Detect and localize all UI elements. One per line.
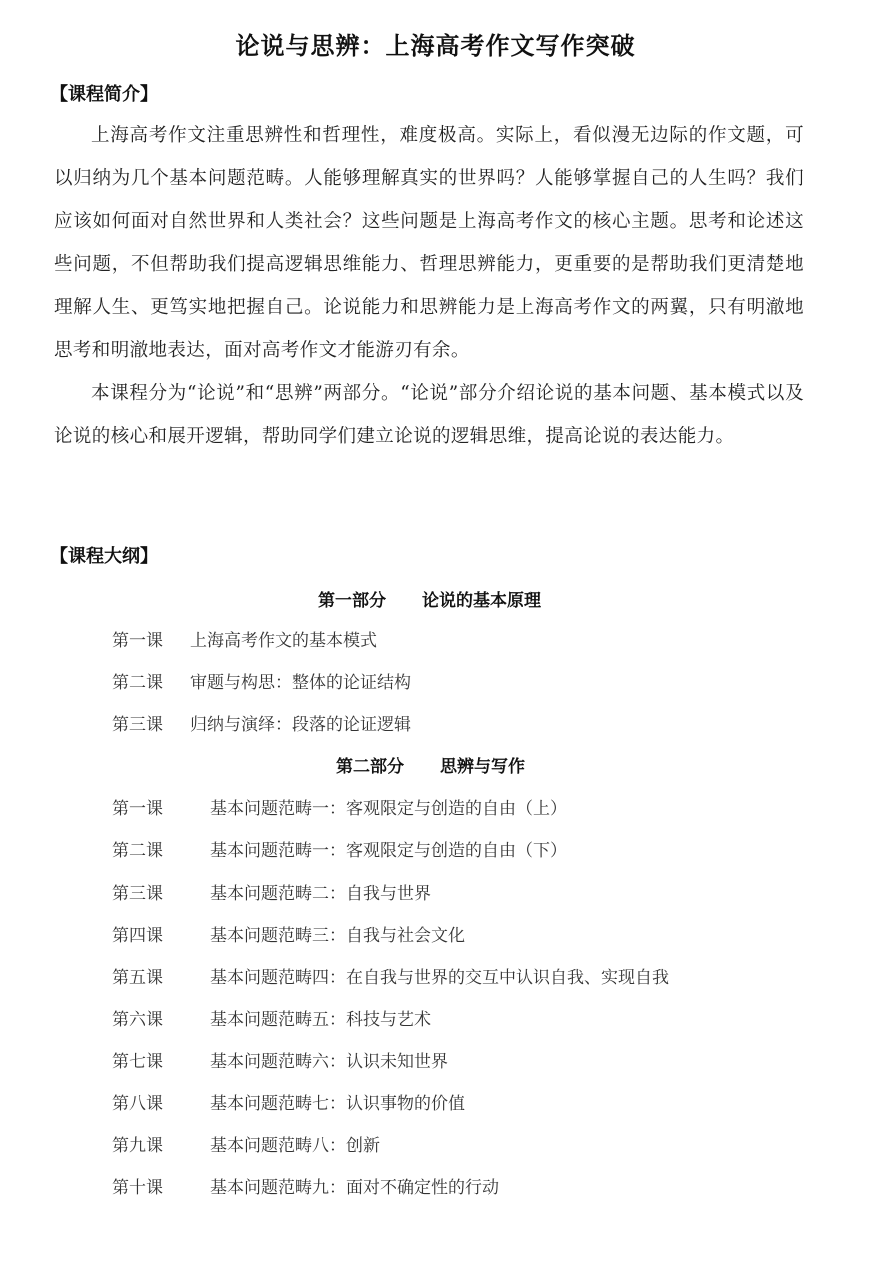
lesson-number: 第二课 xyxy=(112,673,163,693)
part1-lesson xyxy=(112,626,377,651)
lesson-title: 归纳与演绎：段落的论证逻辑 xyxy=(190,715,411,735)
part2-lesson xyxy=(112,836,567,861)
lesson-number: 第一课 xyxy=(112,799,163,819)
part2-heading xyxy=(336,752,525,777)
lesson-title: 基本问题范畴七：认识事物的价值 xyxy=(210,1094,465,1114)
part2-name: 思辨与写作 xyxy=(440,757,525,777)
intro-paragraph: 本课程分为“论说”和“思辨”两部分。“论说”部分介绍论说的基本问题、基本模式以及论说的核心和展开逻辑，帮助同学们建立论说的逻辑思维，提高论说的表达能力。 xyxy=(54,383,804,447)
lesson-number: 第八课 xyxy=(112,1094,163,1114)
lesson-title: 基本问题范畴五：科技与艺术 xyxy=(210,1010,431,1030)
part2-lesson xyxy=(112,794,567,819)
part2-lesson xyxy=(112,1089,465,1114)
lesson-title: 基本问题范畴六：认识未知世界 xyxy=(210,1052,448,1072)
lesson-title: 基本问题范畴一：客观限定与创造的自由（下） xyxy=(210,841,567,861)
lesson-number: 第一课 xyxy=(112,631,163,651)
outline-heading: 【课程大纲】 xyxy=(50,546,158,567)
lesson-number: 第四课 xyxy=(112,926,163,946)
document-title: 论说与思辨：上海高考作文写作突破 xyxy=(235,32,636,60)
part2-lesson xyxy=(112,1131,380,1156)
lesson-number: 第十课 xyxy=(112,1178,163,1198)
lesson-title: 基本问题范畴三：自我与社会文化 xyxy=(210,926,465,946)
lesson-title: 基本问题范畴九：面对不确定性的行动 xyxy=(210,1178,499,1198)
part2-lesson xyxy=(112,879,431,904)
intro-paragraph: 上海高考作文注重思辨性和哲理性，难度极高。实际上，看似漫无边际的作文题，可以归纳为几个基本问题范畴。人能够理解真实的世界吗？人能够掌握自己的人生吗？我们应该如何面对自然世界和人类社会？这些问题是上海高考作文的核心主题。思考和论述这些问题，不但帮助我们提高逻辑思维能力、哲理思辨能力，更重要的是帮助我们更清楚地理解人生、更笃实地把握自己。论说能力和思辨能力是上海高考作文的两翼，只有明澈地思考和明澈地表达，面对高考作文才能游刃有余。 xyxy=(54,125,804,361)
lesson-title: 审题与构思：整体的论证结构 xyxy=(190,673,411,693)
part2-label: 第二部分 xyxy=(336,757,404,777)
lesson-number: 第三课 xyxy=(112,715,163,735)
lesson-title: 基本问题范畴二：自我与世界 xyxy=(210,884,431,904)
part1-name: 论说的基本原理 xyxy=(422,591,541,611)
part1-heading xyxy=(318,586,541,611)
part2-lesson xyxy=(112,1047,448,1072)
lesson-title: 基本问题范畴四：在自我与世界的交互中认识自我、实现自我 xyxy=(210,968,669,988)
lesson-title: 基本问题范畴一：客观限定与创造的自由（上） xyxy=(210,799,567,819)
intro-heading: 【课程简介】 xyxy=(50,84,158,105)
lesson-title: 上海高考作文的基本模式 xyxy=(190,631,377,651)
part1-lesson xyxy=(112,710,411,735)
part2-lesson xyxy=(112,921,465,946)
lesson-number: 第九课 xyxy=(112,1136,163,1156)
lesson-number: 第六课 xyxy=(112,1010,163,1030)
part1-lesson xyxy=(112,668,411,693)
lesson-number: 第二课 xyxy=(112,841,163,861)
part2-lesson xyxy=(112,963,669,988)
lesson-number: 第五课 xyxy=(112,968,163,988)
part2-lesson xyxy=(112,1005,431,1030)
part1-label: 第一部分 xyxy=(318,591,386,611)
intro-body xyxy=(54,114,804,458)
lesson-number: 第七课 xyxy=(112,1052,163,1072)
part2-lesson xyxy=(112,1173,499,1198)
lesson-number: 第三课 xyxy=(112,884,163,904)
lesson-title: 基本问题范畴八：创新 xyxy=(210,1136,380,1156)
